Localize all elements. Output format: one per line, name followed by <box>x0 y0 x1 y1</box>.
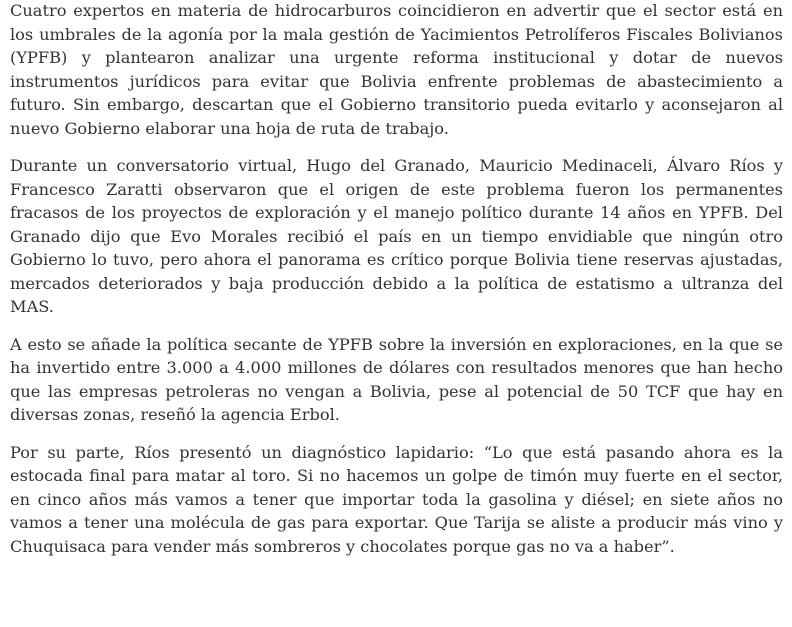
article-paragraph-2: Durante un conversatorio virtual, Hugo del Granado, Mauricio Medinaceli, Álvaro Ríos y Francesco Zaratti observaron que el origen de este problema fueron los permanentes fracasos de los proyectos de exploración y el manejo político durante 14 años en YPFB. Del Granado dijo que Evo Morales recibió el país en un tiempo envidiable que ningún otro Gobierno lo tuvo, pero ahora el panorama es crítico porque Bolivia tiene reservas ajustadas, mercados deteriorados y baja producción debido a la política de estatismo a ultranza del MAS. <box>10 156 783 316</box>
article-paragraph-1: Cuatro expertos en materia de hidrocarburos coincidieron en advertir que el sector está en los umbrales de la agonía por la mala gestión de Yacimientos Petrolíferos Fiscales Bolivianos (YPFB) y plantearon analizar una urgente reforma institucional y dotar de nuevos instrumentos jurídicos para evitar que Bolivia enfrente problemas de abastecimiento a futuro. Sin embargo, descartan que el Gobierno transitorio pueda evitarlo y aconsejaron al nuevo Gobierno elaborar una hoja de ruta de trabajo. <box>10 1 783 138</box>
article-paragraph-3: A esto se añade la política secante de YPFB sobre la inversión en exploraciones, en la que se ha invertido entre 3.000 a 4.000 millones de dólares con resultados menores que han hecho que las empresas petroleras no vengan a Bolivia, pese al potencial de 50 TCF que hay en diversas zonas, reseñó la agencia Erbol. <box>10 334 783 424</box>
article-paragraph-4: Por su parte, Ríos presentó un diagnóstico lapidario: “Lo que está pasando ahora es la estocada final para matar al toro. Si no hacemos un golpe de timón muy fuerte en el sector, en cinco años más vamos a tener que importar toda la gasolina y diésel; en siete años no vamos a tener una molécula de gas para exportar. Que Tarija se aliste a producir más vino y Chuquisaca para vender más sombreros y chocolates porque gas no va a haber”. <box>10 442 783 556</box>
